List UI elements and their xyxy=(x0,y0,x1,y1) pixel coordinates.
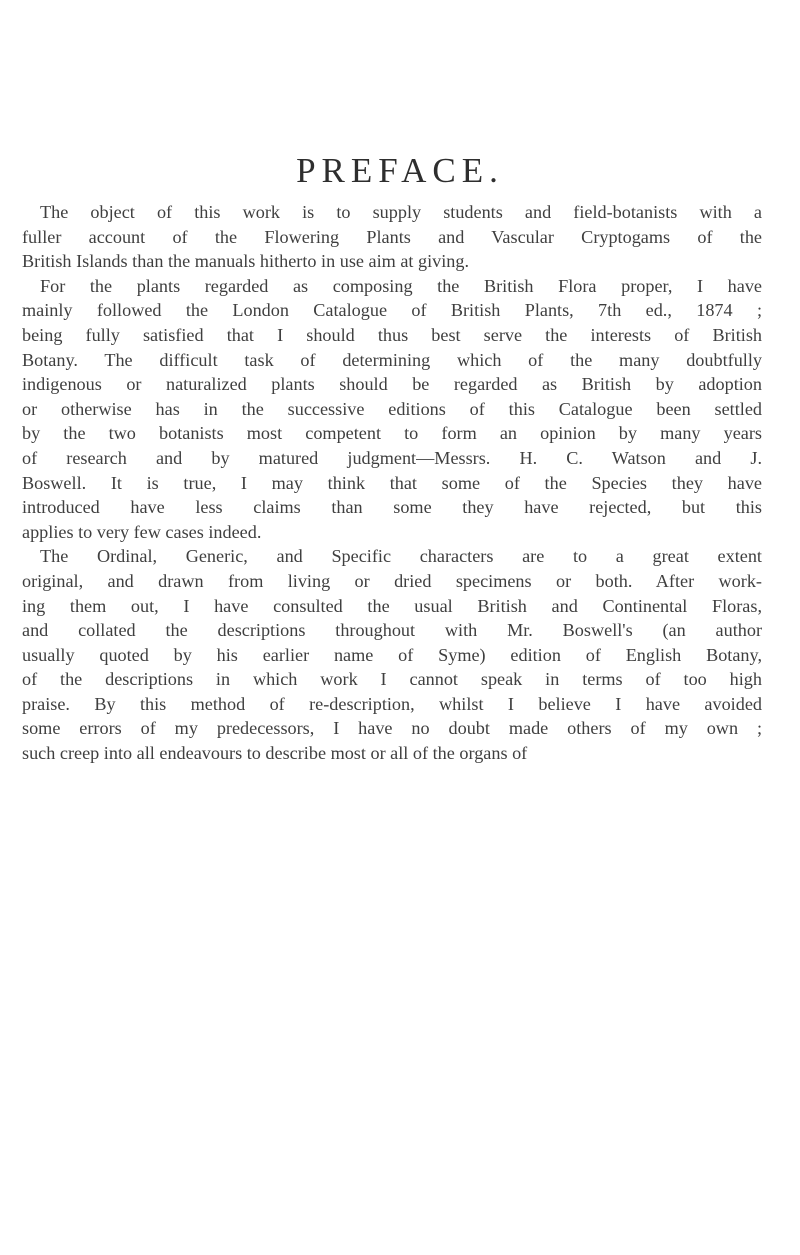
text-line: mainly followed the London Catalogue of British Plants, 7th ed., 1874 ; xyxy=(22,300,762,321)
text-line: fuller account of the Flowering Plants and Vascular Cryptogams of the xyxy=(22,226,762,247)
text-line: ing them out, I have consulted the usual British and Continental Floras, xyxy=(22,595,762,616)
page-title: PREFACE. xyxy=(296,151,504,191)
text-line: some errors of my predecessors, I have no doubt made others of my own ; xyxy=(22,718,762,739)
text-line: praise. By this method of re-description, whilst I believe I have avoided xyxy=(22,693,762,714)
text-line: of the descriptions in which work I cannot speak in terms of too high xyxy=(22,669,762,690)
paragraph xyxy=(0,274,800,545)
text-line: For the plants regarded as composing the British Flora proper, I have xyxy=(40,275,762,296)
text-line: being fully satisfied that I should thus best serve the interests of British xyxy=(22,324,762,345)
text-line: introduced have less claims than some they have rejected, but this xyxy=(22,497,762,518)
text-line: of research and by matured judgment—Messrs. H. C. Watson and J. xyxy=(22,447,762,468)
text-line: Botany. The difficult task of determining which of the many doubtfully xyxy=(22,349,762,370)
text-line: applies to very few cases indeed. xyxy=(22,521,262,542)
text-line: British Islands than the manuals hitherto in use aim at giving. xyxy=(22,251,470,272)
text-line: The Ordinal, Generic, and Specific characters are to a great extent xyxy=(40,546,762,567)
text-line: usually quoted by his earlier name of Syme) edition of English Botany, xyxy=(22,644,762,665)
text-line: or otherwise has in the successive editions of this Catalogue been settled xyxy=(22,398,762,419)
text-line: Boswell. It is true, I may think that some of the Species they have xyxy=(22,472,762,493)
text-line: such creep into all endeavours to describe most or all of the organs of xyxy=(22,743,528,764)
paragraph xyxy=(0,200,800,274)
text-line: The object of this work is to supply students and field-botanists with a xyxy=(40,202,762,222)
text-line: and collated the descriptions throughout with Mr. Boswell's (an author xyxy=(22,620,762,641)
text-line: by the two botanists most competent to form an opinion by many years xyxy=(22,423,762,444)
paragraph xyxy=(0,544,800,765)
text-line: indigenous or naturalized plants should be regarded as British by adoption xyxy=(22,374,762,395)
text-line: original, and drawn from living or dried specimens or both. After work- xyxy=(22,570,762,591)
preface-body xyxy=(0,200,800,766)
